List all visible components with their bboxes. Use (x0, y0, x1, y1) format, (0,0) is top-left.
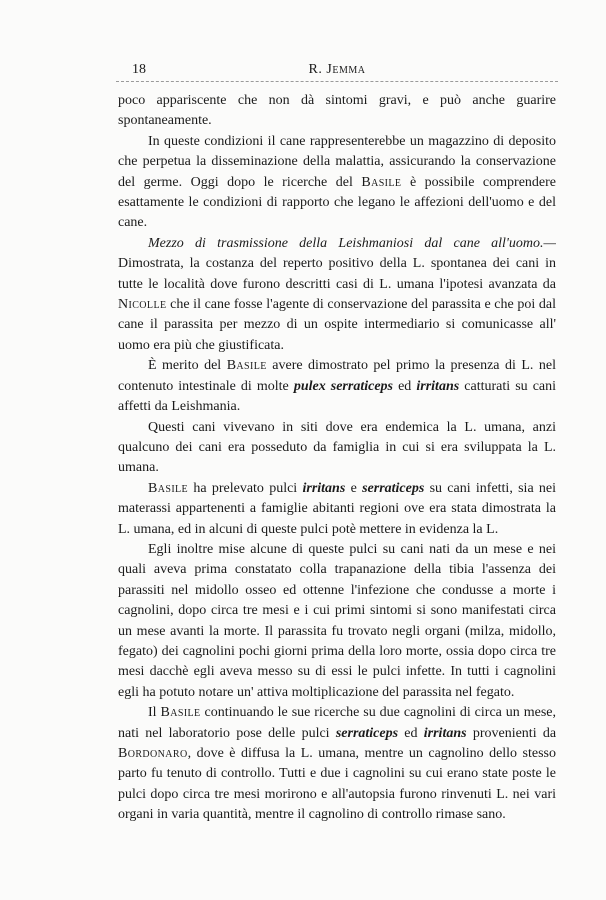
species-name: serraticeps (335, 725, 399, 741)
running-title: R. Jemma (308, 62, 366, 77)
header-rule (116, 81, 558, 82)
author-name: Basile (160, 705, 201, 721)
author-name: Basile (148, 480, 189, 496)
section-heading: Mezzo di trasmissione della Leishmaniosi dal cane all'uomo.— (148, 235, 556, 251)
paragraph: In queste condizioni il cane rappresenterebbe un magazzino di deposito che perpetua la disseminazione della malattia, assicurando la conservazione del germe. Oggi dopo le ricerche del Basile è possibile comprendere esattamente le condizioni di rapporto che legano le affezioni dell'uomo e del cane. (118, 133, 556, 231)
body-text (118, 91, 556, 826)
paragraph: Egli inoltre mise alcune di queste pulci su cani nati da un mese e nei quali aveva prima constatato colla trapanazione della tibia l'assenza dei parassiti nel midollo osseo ed ottenne l'infezione che condusse a morte i cagnolini, dopo circa tre mesi e i cui primi sintomi si sono manifestati circa un mese avanti la morte. Il parassita fu trovato negli organi (milza, midollo, fegato) dei cagnolini pochi giorni prima della loro morte, ossia dopo circa tre mesi dacchè egli aveva messo su di essi le pulci infette. In tutti i cagnolini egli ha potuto notare un' attiva moltiplicazione del parassita nel fegato. (118, 541, 556, 700)
species-name: irritans (423, 725, 467, 741)
paragraph: Questi cani vivevano in siti dove era endemica la L. umana, anzi qualcuno dei cani era posseduto da famiglia in cui si era sviluppata la L. umana. (118, 419, 556, 476)
paragraph: Il Basile continuando le sue ricerche su due cagnolini di circa un mese, nati nel laboratorio pose delle pulci serraticeps ed irritans provenienti da Bordonaro, dove è diffusa la L. umana, mentre un cagnolino dello stesso parto fu tenuto di controllo. Tutti e due i cagnolini su cui erano state poste le pulci dopo circa tre mesi morirono e all'autopsia furono rinvenuti L. nei vari organi in varia quantità, mentre il cagnolino di controllo rimase sano. (118, 705, 557, 823)
paragraph: poco appariscente che non dà sintomi gravi, e può anche guarire spontaneamente. (118, 93, 556, 129)
author-name: Basile (361, 174, 402, 190)
paragraph: Mezzo di trasmissione della Leishmaniosi dal cane all'uomo.— Dimostrata, la costanza del reperto positivo della L. spontanea dei cani in tutte le località dove furono descritti casi di L. umana l'ipotesi avanzata da Nicolle che il cane fosse l'agente di conservazione del parassita e che poi dal cane il parassita per mezzo di un ospite intermediario si comunicasse all' uomo era più che giustificata. (118, 235, 556, 353)
place-name: Bordonaro (118, 746, 188, 761)
species-name: pulex serraticeps (293, 378, 393, 394)
species-name: irritans (416, 378, 460, 394)
paragraph: Basile ha prelevato pulci irritans e serraticeps su cani infetti, sia nei materassi appartenenti a famiglie abitanti regioni ove era stata dimostrata la L. umana, ed in alcuni di queste pulci potè mettere in evidenza la L. (118, 480, 557, 537)
page-header (116, 62, 558, 82)
author-name: Basile (226, 358, 267, 374)
species-name: irritans (302, 480, 346, 496)
page-number: 18 (132, 62, 146, 77)
author-name: Nicolle (118, 297, 167, 313)
species-name: serraticeps (362, 480, 425, 496)
paragraph: È merito del Basile avere dimostrato pel primo la presenza di L. nel contenuto intestinale di molte pulex serraticeps ed irritans catturati su cani affetti da Leishmania. (118, 358, 557, 415)
